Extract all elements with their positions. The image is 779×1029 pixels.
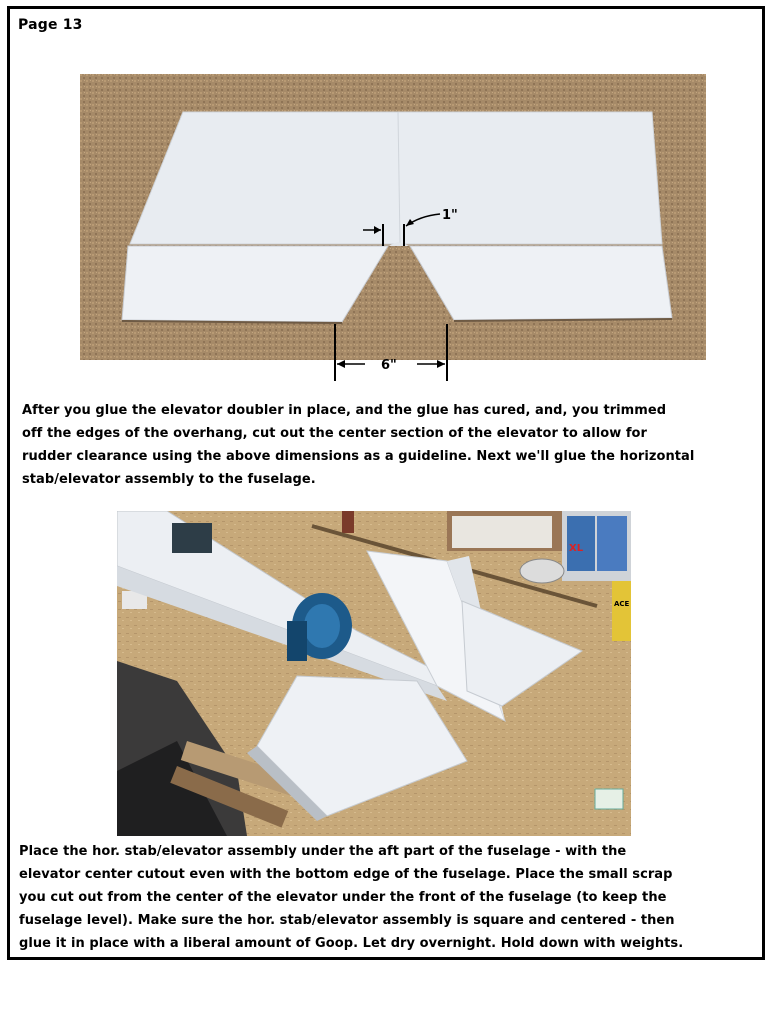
dimension-6-inch: 6" [381, 358, 397, 373]
elevator-cutout-photo [80, 74, 706, 360]
paragraph-line: fuselage level). Make sure the hor. stab/elevator assembly is square and centered - then [19, 913, 675, 928]
dimension-1-inch: 1" [442, 208, 458, 223]
paragraph-line: Place the hor. stab/elevator assembly under the aft part of the fuselage - with the [19, 844, 627, 859]
box-label-2: ACE [614, 600, 630, 608]
paragraph-line: glue it in place with a liberal amount of Goop. Let dry overnight. Hold down with weights. [19, 936, 684, 951]
stab-assembly-photo [117, 511, 631, 836]
page-number: Page 13 [18, 17, 83, 33]
paragraph-line: you cut out from the center of the elevator under the front of the fuselage (to keep the [19, 890, 667, 905]
instruction-paragraph-1 [22, 399, 752, 491]
dimension-6-inch-marker [320, 319, 460, 389]
paragraph-line: elevator center cutout even with the bottom edge of the fuselage. Place the small scrap [19, 867, 673, 882]
paragraph-line: rudder clearance using the above dimensions as a guideline. Next we'll glue the horizontal [22, 449, 695, 464]
paragraph-line: stab/elevator assembly to the fuselage. [22, 472, 316, 487]
box-label: XL [569, 543, 584, 554]
paragraph-line: off the edges of the overhang, cut out the center section of the elevator to allow for [22, 426, 647, 441]
page-frame [7, 6, 765, 960]
paragraph-line: After you glue the elevator doubler in place, and the glue has cured, and, you trimmed [22, 403, 667, 418]
instruction-paragraph-2 [19, 840, 755, 955]
